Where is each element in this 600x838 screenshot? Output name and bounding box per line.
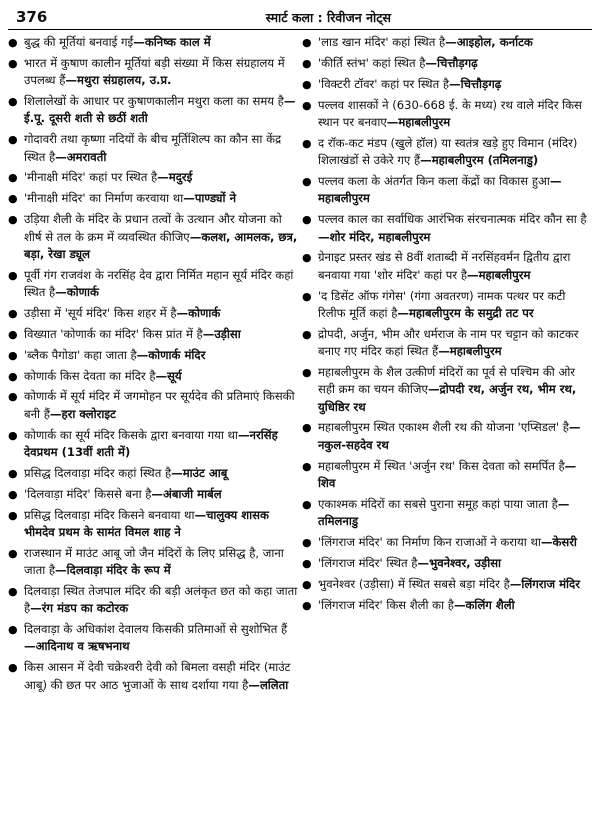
answer-separator: —: [202, 326, 215, 341]
answer-separator: —: [568, 420, 581, 435]
answer-text: मथुरा संग्रहालय, उ.प्र.: [77, 73, 172, 88]
qa-item: [302, 211, 592, 246]
answer-text: कनिष्क काल में: [144, 35, 211, 49]
answer-separator: —: [65, 73, 78, 88]
question-text: 'ब्लैक पैगोडा' कहा जाता है: [24, 347, 137, 362]
qa-item: [302, 458, 592, 493]
answer-separator: —: [133, 35, 145, 49]
question-text: विख्यात 'कोणार्क का मंदिर' किस प्रांत में है: [24, 326, 203, 341]
question-text: 'मीनाक्षी मंदिर' का निर्माण करवाया था: [24, 191, 184, 206]
question-text: 'लिंगराज मंदिर' का निर्माण किन राजाओं ने कराया था: [318, 535, 541, 550]
question-text: 'कीर्ति स्तंभ' कहां स्थित है: [318, 55, 426, 70]
answer-text: अमरावती: [66, 149, 107, 164]
answer-text: तमिलनाडु: [318, 514, 359, 529]
answer-separator: —: [30, 601, 42, 616]
qa-item: [8, 347, 298, 364]
qa-item: [8, 34, 298, 51]
qa-item: [8, 507, 298, 542]
question-text: द रॉक-कट मंडप (खुले हॉल) या स्वतंत्र खड़े हुए विमान (मंदिर) शिलाखंडों से उकेरे गए हैं: [318, 135, 578, 168]
answer-text: चित्तौड़गढ़: [437, 55, 478, 70]
answer-text: शिव: [318, 475, 336, 490]
qa-item: [302, 555, 592, 572]
question-text: 'दिलवाड़ा मंदिर' किससे बना है: [24, 486, 152, 501]
qa-item: [302, 97, 592, 132]
question-text: 'मीनाक्षी मंदिर' कहां पर स्थित है: [24, 170, 158, 185]
answer-text: महाबलीपुरम के समुद्री तट पर: [408, 305, 534, 320]
qa-item: [8, 388, 298, 423]
answer-text: कोणार्क मंदिर: [148, 347, 206, 362]
qa-item: [8, 545, 298, 580]
answer-separator: —: [445, 35, 457, 49]
question-text: गोदावरी तथा कृष्णा नदियों के बीच मूर्तिशिल्प का कौन सा केंद्र स्थित है: [24, 132, 282, 164]
qa-item: [8, 211, 298, 263]
answer-text: शोर मंदिर, महाबलीपुरम: [329, 229, 431, 244]
answer-separator: —: [136, 347, 149, 362]
answer-separator: —: [540, 535, 553, 550]
answer-separator: —: [417, 555, 430, 570]
answer-separator: —: [283, 94, 296, 109]
answer-text: ललिता: [259, 677, 289, 692]
answer-separator: —: [155, 368, 168, 383]
answer-text: दिलवाड़ा मंदिर के रूप में: [66, 563, 171, 578]
question-text: महाबलीपुरम में स्थित 'अर्जुन रथ' किस देवता को समर्पित है: [318, 458, 565, 473]
question-text: 'लिंगराज मंदिर' स्थित है: [318, 555, 418, 570]
answer-text: महाबलीपुरम (तमिलनाडु): [431, 153, 539, 168]
question-text: कोणार्क किस देवता का मंदिर है: [24, 368, 156, 383]
question-text: कोणार्क का सूर्य मंदिर किसके द्वारा बनवाया गया था: [24, 427, 238, 442]
answer-separator: —: [420, 153, 432, 168]
question-text: उड़ीसा में 'सूर्य मंदिर' किस शहर में है: [24, 305, 177, 320]
answer-separator: —: [55, 149, 67, 164]
answer-separator: —: [55, 285, 67, 300]
qa-item: [302, 364, 592, 416]
question-text: पल्लव काल का सर्वाधिक आरंभिक संरचनात्मक मंदिर कौन सा है: [318, 212, 587, 227]
qa-item: [8, 427, 298, 462]
answer-separator: —: [171, 465, 183, 480]
answer-text: महाबलीपुरम: [478, 267, 531, 282]
answer-text: चित्तौड़गढ़: [460, 76, 502, 91]
answer-separator: —: [425, 55, 438, 70]
qa-item: [8, 659, 298, 694]
qa-item: [302, 534, 592, 551]
answer-text: कलिंग शैली: [465, 597, 515, 612]
answer-text: कोणार्क: [188, 305, 221, 320]
question-text: भुवनेश्वर (उड़ीसा) में स्थित सबसे बड़ा मंदिर है: [318, 576, 510, 591]
answer-separator: —: [157, 170, 169, 185]
answer-text: अंबाजी मार्बल: [163, 486, 222, 501]
qa-item: [8, 465, 298, 482]
answer-separator: —: [438, 344, 450, 359]
answer-text: पाण्ड्यों ने: [194, 191, 236, 206]
answer-text: मदुरई: [168, 170, 193, 185]
question-text: महाबलीपुरम स्थित एकाश्म शैली रथ की योजना 'एप्सिडल' है: [318, 420, 569, 435]
page-number: 376: [16, 8, 48, 26]
question-text: पल्लव कला के अंतर्गत किन कला केंद्रों का विकास हुआ: [318, 174, 550, 189]
answer-separator: —: [49, 406, 62, 421]
book-title: स्मार्ट कला : रिवीजन नोट्स: [265, 10, 391, 25]
two-column-body: [8, 30, 592, 698]
answer-text: महाबलीपुरम: [318, 191, 370, 206]
question-text: ग्रेनाइट प्रस्तर खंड से 8वीं शताब्दी में नरसिंहवर्मन द्वितीय द्वारा बनवाया गया 'शोर मंदिर' कहां पर है: [318, 250, 571, 282]
answer-text: नरसिंह देवप्रथम (13वीं शती में): [24, 427, 278, 459]
qa-item: [302, 419, 592, 454]
answer-text: द्रोपदी रथ, अर्जुन रथ, भीम रथ, युधिष्ठिर रथ: [318, 382, 577, 414]
answer-text: केसरी: [552, 535, 577, 550]
qa-item: [8, 267, 298, 302]
qa-item: [8, 93, 298, 128]
answer-text: कोणार्क: [66, 285, 99, 300]
qa-item: [8, 55, 298, 90]
answer-separator: —: [509, 576, 522, 591]
answer-separator: —: [318, 229, 330, 244]
question-text: एकाश्मक मंदिरों का सबसे पुराना समूह कहां पाया जाता है: [318, 496, 558, 511]
qa-item: [302, 34, 592, 51]
question-text: दिलवाड़ा स्थित तेजपाल मंदिर की बड़ी अलंकृत छत को कहा जाता है: [24, 584, 298, 616]
answer-separator: —: [183, 191, 195, 206]
qa-item: [302, 496, 592, 531]
question-text: 'द डिसेंट ऑफ गंगेस' (गंगा अवतरण) नामक पत्थर पर कटी रिलीफ मूर्ति कहां है: [318, 288, 566, 320]
qa-item: [8, 368, 298, 385]
answer-separator: —: [397, 305, 409, 320]
question-text: द्रोपदी, अर्जुन, भीम और धर्मराज के नाम पर चट्टान को काटकर बनाए गए मंदिर कहां स्थित हैं: [318, 326, 579, 359]
qa-item: [8, 621, 298, 656]
answer-separator: —: [453, 597, 466, 612]
question-text: पल्लव शासकों ने (630-668 ई. के मध्य) रथ वाले मंदिर किस स्थान पर बनवाए: [318, 97, 582, 129]
question-text: प्रसिद्ध दिलवाड़ा मंदिर कहां स्थित है: [24, 465, 172, 480]
qa-item: [8, 305, 298, 322]
question-text: कोणार्क में सूर्य मंदिर में जगमोहन पर सूर्यदेव की प्रतिमाएं किसकी बनी हैं: [24, 389, 295, 421]
qa-item: [302, 249, 592, 284]
qa-item: [8, 131, 298, 166]
qa-item: [8, 326, 298, 343]
qa-item: [302, 288, 592, 323]
answer-text: आइहोल, कर्नाटक: [456, 35, 533, 49]
left-qa-list: [8, 34, 298, 694]
answer-text: उड़ीसा: [214, 326, 241, 341]
question-text: भारत में कुषाण कालीन मूर्तियां बड़ी संख्या में किस संग्रहालय में उपलब्ध हैं: [24, 55, 285, 88]
answer-text: सूर्य: [167, 368, 182, 383]
answer-text: हरा क्लोराइट: [61, 406, 116, 421]
answer-text: रंग मंडप का कटोरक: [41, 601, 129, 616]
question-text: शिलालेखों के आधार पर कुषाणकालीन मथुरा कला का समय है: [24, 94, 284, 109]
answer-separator: —: [189, 229, 202, 244]
answer-separator: —: [427, 382, 440, 397]
right-column: [302, 34, 592, 698]
answer-separator: —: [176, 305, 189, 320]
answer-text: चालुक्य शासक भीमदेव प्रथम के सामंत विमल शाह ने: [24, 507, 269, 539]
answer-text: महाबलीपुरम: [398, 114, 451, 129]
answer-separator: —: [55, 563, 67, 578]
qa-item: [302, 576, 592, 593]
qa-item: [8, 583, 298, 618]
qa-item: [302, 55, 592, 72]
answer-separator: —: [557, 496, 570, 511]
answer-separator: —: [564, 458, 577, 473]
answer-text: लिंगराज मंदिर: [521, 576, 580, 591]
answer-separator: —: [449, 76, 461, 91]
qa-item: [8, 169, 298, 186]
answer-text: नकुल-सहदेव रथ: [318, 437, 389, 452]
question-text: बुद्ध की मूर्तियां बनवाई गईं: [24, 35, 134, 49]
answer-text: माउंट आबू: [182, 465, 228, 480]
answer-text: ई.पू. दूसरी शती से छठीं शती: [24, 111, 148, 126]
left-column: [8, 34, 298, 698]
answer-separator: —: [466, 267, 479, 282]
question-text: 'लिंगराज मंदिर' किस शैली का है: [318, 597, 454, 612]
answer-separator: —: [549, 174, 562, 189]
qa-item: [8, 190, 298, 207]
question-text: उड़िया शैली के मंदिर के प्रधान तत्वों के उत्थान और योजना को शीर्ष से तल के क्रम में व्यवस्थित कीजिए: [24, 212, 282, 244]
question-text: 'लाड खान मंदिर' कहां स्थित है: [318, 35, 446, 49]
qa-item: [302, 173, 592, 208]
qa-item: [302, 135, 592, 170]
answer-text: महाबलीपुरम: [449, 344, 502, 359]
answer-separator: —: [24, 639, 36, 654]
question-text: महाबलीपुरम के शैल उत्कीर्ण मंदिरों का पूर्व से पश्चिम की ओर सही क्रम का चयन कीजिए: [318, 364, 576, 397]
qa-item: [302, 76, 592, 93]
question-text: दिलवाड़ा के अधिकांश देवालय किसकी प्रतिमाओं से सुशोभित हैं: [24, 622, 288, 637]
answer-text: भुवनेश्वर, उड़ीसा: [429, 555, 502, 570]
page-header: [8, 0, 592, 30]
answer-separator: —: [194, 507, 207, 522]
question-text: राजस्थान में माउंट आबू जो जैन मंदिरों के लिए प्रसिद्ध है, जाना जाता है: [24, 545, 284, 578]
answer-separator: —: [237, 427, 250, 442]
answer-text: कलश, आमलक, छत्र, बड़ा, रेखा ड्यूल: [24, 229, 298, 261]
question-text: पूर्वी गंग राजवंश के नरसिंह देव द्वारा निर्मित महान सूर्य मंदिर कहां स्थित है: [24, 267, 294, 300]
answer-separator: —: [151, 486, 164, 501]
question-text: 'विक्टरी टॉवर' कहां पर स्थित है: [318, 76, 450, 91]
qa-item: [302, 326, 592, 361]
right-qa-list: [302, 34, 592, 614]
answer-separator: —: [248, 677, 260, 692]
qa-item: [8, 486, 298, 503]
answer-text: आदिनाथ व ऋषभनाथ: [35, 639, 130, 654]
question-text: प्रसिद्ध दिलवाड़ा मंदिर किसने बनवाया था: [24, 507, 195, 522]
qa-item: [302, 597, 592, 614]
answer-separator: —: [386, 114, 399, 129]
question-text: किस आसन में देवी चक्रेश्वरी देवी को बिमला वसही मंदिर (माउंट आबू) की छत पर आठ भुजाओं के साथ दर्शाया गया है: [24, 660, 291, 692]
